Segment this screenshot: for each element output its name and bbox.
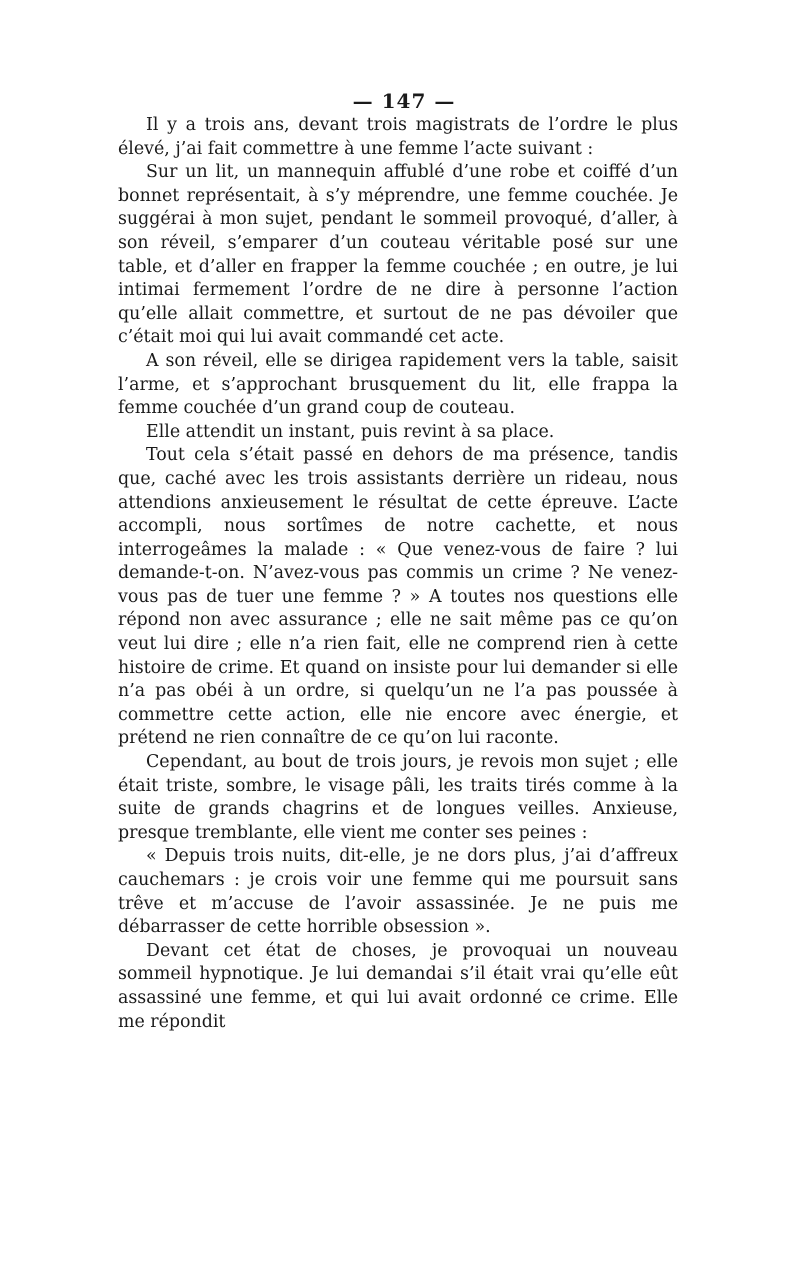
paragraph: Il y a trois ans, devant trois magistrats de l’ordre le plus élevé, j’ai fait commettre à une femme l’acte suivant : <box>118 115 678 159</box>
paragraph: A son réveil, elle se dirigea rapidement vers la table, saisit l’arme, et s’approchant brusquement du lit, elle frappa la femme couchée d’un grand coup de couteau. <box>118 350 678 419</box>
paragraph: « Depuis trois nuits, dit-elle, je ne dors plus, j’ai d’affreux cauchemars : je crois voir une femme qui me poursuit sans trêve et m’accuse de l’avoir assassinée. Je ne puis me débarrasser de cette horrible obsession ». <box>118 846 678 938</box>
paragraph: Cependant, au bout de trois jours, je revois mon sujet ; elle était triste, sombre, le visage pâli, les traits tirés comme à la suite de grands chagrins et de longues veilles. Anxieuse, presque tremblante, elle vient me conter ses peines : <box>118 752 678 843</box>
paragraph: Devant cet état de choses, je provoquai un nouveau sommeil hypnotique. Je lui demandai s’il était vrai qu’elle eût assassiné une femme, et qui lui avait ordonné ce crime. Elle me répondit <box>118 940 678 1032</box>
paragraph: Sur un lit, un mannequin affublé d’une robe et coiffé d’un bonnet représentait, à s’y méprendre, une femme couchée. Je suggérai à mon sujet, pendant le sommeil provoqué, d’aller, à son réveil, s’emparer d’un couteau véritable posé sur une table, et d’aller en frapper la femme couchée ; en outre, je lui intimai fermement l’ordre de ne dire à personne l’action qu’elle allait commettre, et surtout de ne pas dévoiler que c’était moi qui lui avait commandé cet acte. <box>118 162 678 348</box>
body-text <box>118 114 678 1034</box>
paragraph: Tout cela s’était passé en dehors de ma présence, tandis que, caché avec les trois assistants derrière un rideau, nous attendions anxieusement le résultat de cette épreuve. L’acte accompli, nous sortîmes de notre cachette, et nous interrogeâmes la malade : « Que venez-vous de faire ? lui demande-t-on. N’avez-vous pas commis un crime ? Ne venez-vous pas de tuer une femme ? » A toutes nos questions elle répond non avec assurance ; elle ne sait même pas ce qu’on veut lui dire ; elle n’a rien fait, elle ne comprend rien à cette histoire de crime. Et quand on insiste pour lui demander si elle n’a pas obéi à un ordre, si quelqu’un ne l’a pas poussée à commettre cette action, elle nie encore avec énergie, et prétend ne rien connaître de ce qu’on lui raconte. <box>118 445 678 749</box>
paragraph: Elle attendit un instant, puis revint à sa place. <box>146 421 555 442</box>
page-number: — 147 — <box>352 89 456 113</box>
book-page <box>118 88 678 1034</box>
